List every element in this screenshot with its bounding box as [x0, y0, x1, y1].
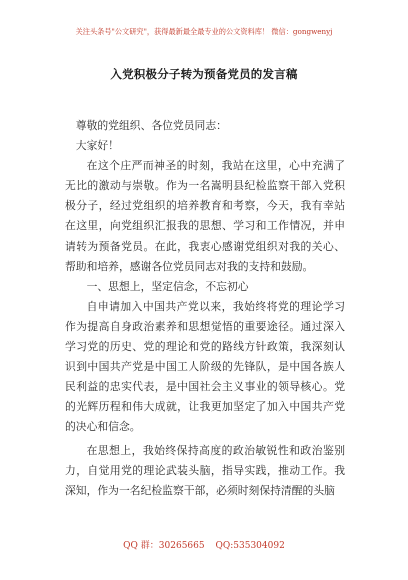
section-heading-1: 一、思想上，坚定信念，不忘初心 — [86, 279, 249, 293]
footer-qq-group: QQ 群：30265665 — [123, 541, 205, 551]
header-banner: 关注头条号"公文研究"，获得最新最全最专业的公文资料库！ 微信：gongwenyj — [75, 27, 333, 36]
footer-qq: QQ:535304092 — [215, 541, 285, 551]
paragraph-thought: 在思想上，我始终保持高度的政治敏锐性和政治鉴别力，自觉用党的理论武装头脑，指导实践，推动工作。我深知，作为一名纪检监察干部，必须时刻保持清醒的头脑 — [65, 443, 345, 497]
greeting: 大家好！ — [75, 139, 119, 153]
paragraph-study: 自申请加入中国共产党以来，我始终将党的理论学习作为提高自身政治素养和思想觉悟的重要途径。通过深入学习党的历史、党的理论和党的路线方针政策，我深刻认识到中国共产党是中国工人阶级的先锋队，是中国各族人民利益的忠实代表，是中国社会主义事业的领导核心。党的光辉历程和伟大成就，让我更加坚定了加入中国共产党的决心和信念。 — [65, 299, 345, 434]
document-body — [65, 116, 345, 501]
footer-contact — [0, 538, 408, 551]
paragraph-intro: 在这个庄严而神圣的时刻，我站在这里，心中充满了无比的激动与崇敬。作为一名嵩明县纪检监察干部入党积极分子，经过党组织的培养教育和考察，今天，我有幸站在这里，向党组织汇报我的思想、学习和工作情况，并申请转为预备党员。在此，我衷心感谢党组织对我的关心、帮助和培养，感谢各位党员同志对我的支持和鼓励。 — [65, 159, 345, 273]
document-title: 入党积极分子转为预备党员的发言稿 — [110, 67, 298, 81]
salutation: 尊敬的党组织、各位党员同志： — [75, 119, 227, 132]
